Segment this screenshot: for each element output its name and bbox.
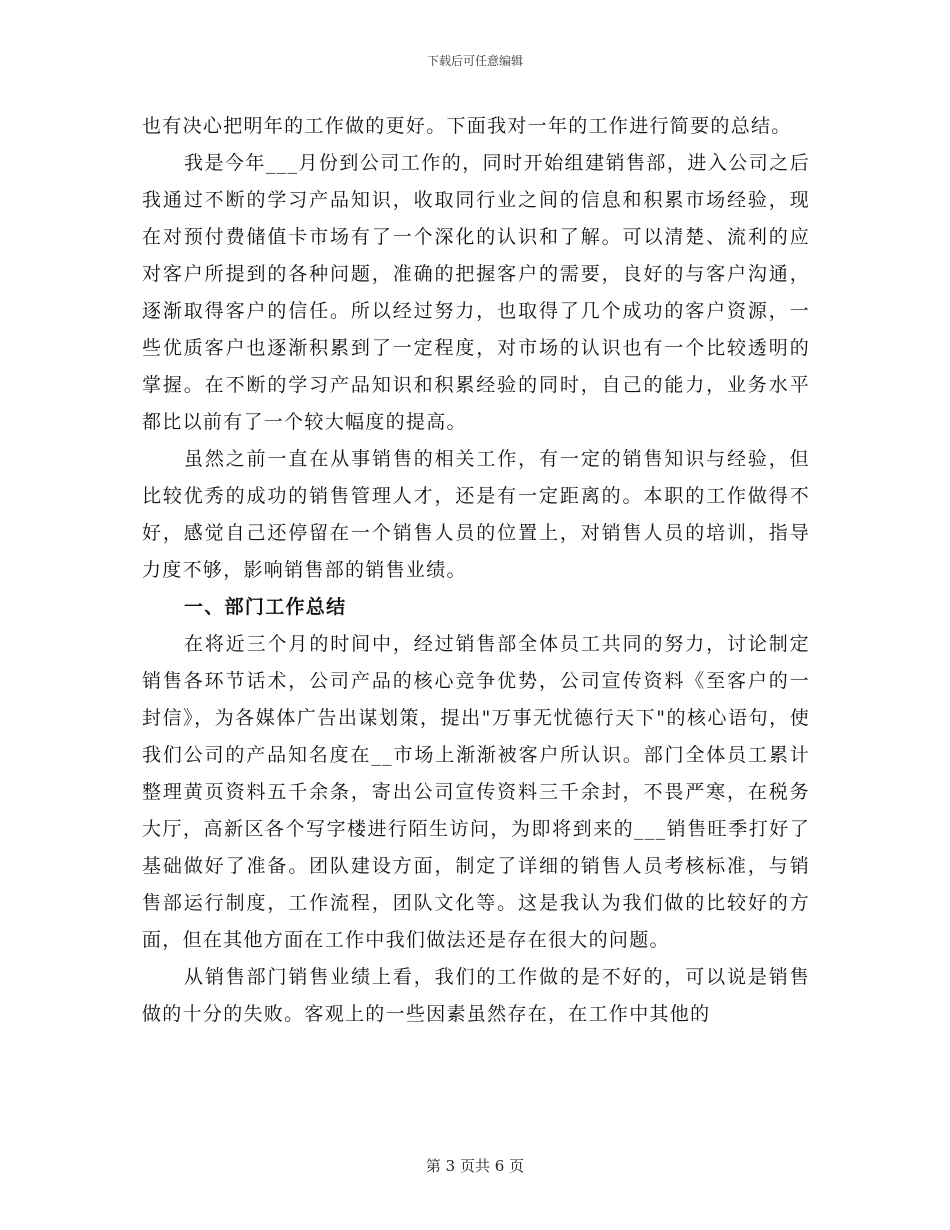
paragraph-1: 也有决心把明年的工作做的更好。下面我对一年的工作进行简要的总结。: [142, 115, 792, 137]
paragraph-5: 从销售部门销售业绩上看，我们的工作做的是不好的，可以说是销售做的十分的失败。客观上的一些因素虽然存在，在工作中其他的: [142, 966, 810, 1025]
paragraph-2: 我是今年___月份到公司工作的，同时开始组建销售部，进入公司之后我通过不断的学习产品知识，收取同行业之间的信息和积累市场经验，现在对预付费储值卡市场有了一个深化的认识和了解。可以清楚、流利的应对客户所提到的各种问题，准确的把握客户的需要，良好的与客户沟通，逐渐取得客户的信任。所以经过努力，也取得了几个成功的客户资源，一些优质客户也逐渐积累到了一定程度，对市场的认识也有一个比较透明的掌握。在不断的学习产品知识和积累经验的同时，自己的能力，业务水平都比以前有了一个较大幅度的提高。: [142, 152, 810, 433]
page-header: 下载后可任意编辑: [426, 54, 523, 68]
document-body: [142, 108, 810, 1033]
paragraph-4: 在将近三个月的时间中，经过销售部全体员工共同的努力，讨论制定销售各环节话术，公司产品的核心竞争优势，公司宣传资料《至客户的一封信》，为各媒体广告出谋划策，提出"万事无忧德行天下"的核心语句，使我们公司的产品知名度在__市场上渐渐被客户所认识。部门全体员工累计整理黄页资料五千余条，寄出公司宣传资料三千余封，不畏严寒，在税务大厅，高新区各个写字楼进行陌生访问，为即将到来的___销售旺季打好了基础做好了准备。团队建设方面，制定了详细的销售人员考核标准，与销售部运行制度，工作流程，团队文化等。这是我认为我们做的比较好的方面，但在其他方面在工作中我们做法还是存在很大的问题。: [142, 633, 810, 951]
paragraph-3: 虽然之前一直在从事销售的相关工作，有一定的销售知识与经验，但比较优秀的成功的销售管理人才，还是有一定距离的。本职的工作做得不好，感觉自己还停留在一个销售人员的位置上，对销售人员的培训，指导力度不够，影响销售部的销售业绩。: [142, 448, 810, 581]
section-heading: 一、部门工作总结: [184, 596, 347, 618]
page-footer: 第 3 页共 6 页: [425, 1157, 525, 1175]
